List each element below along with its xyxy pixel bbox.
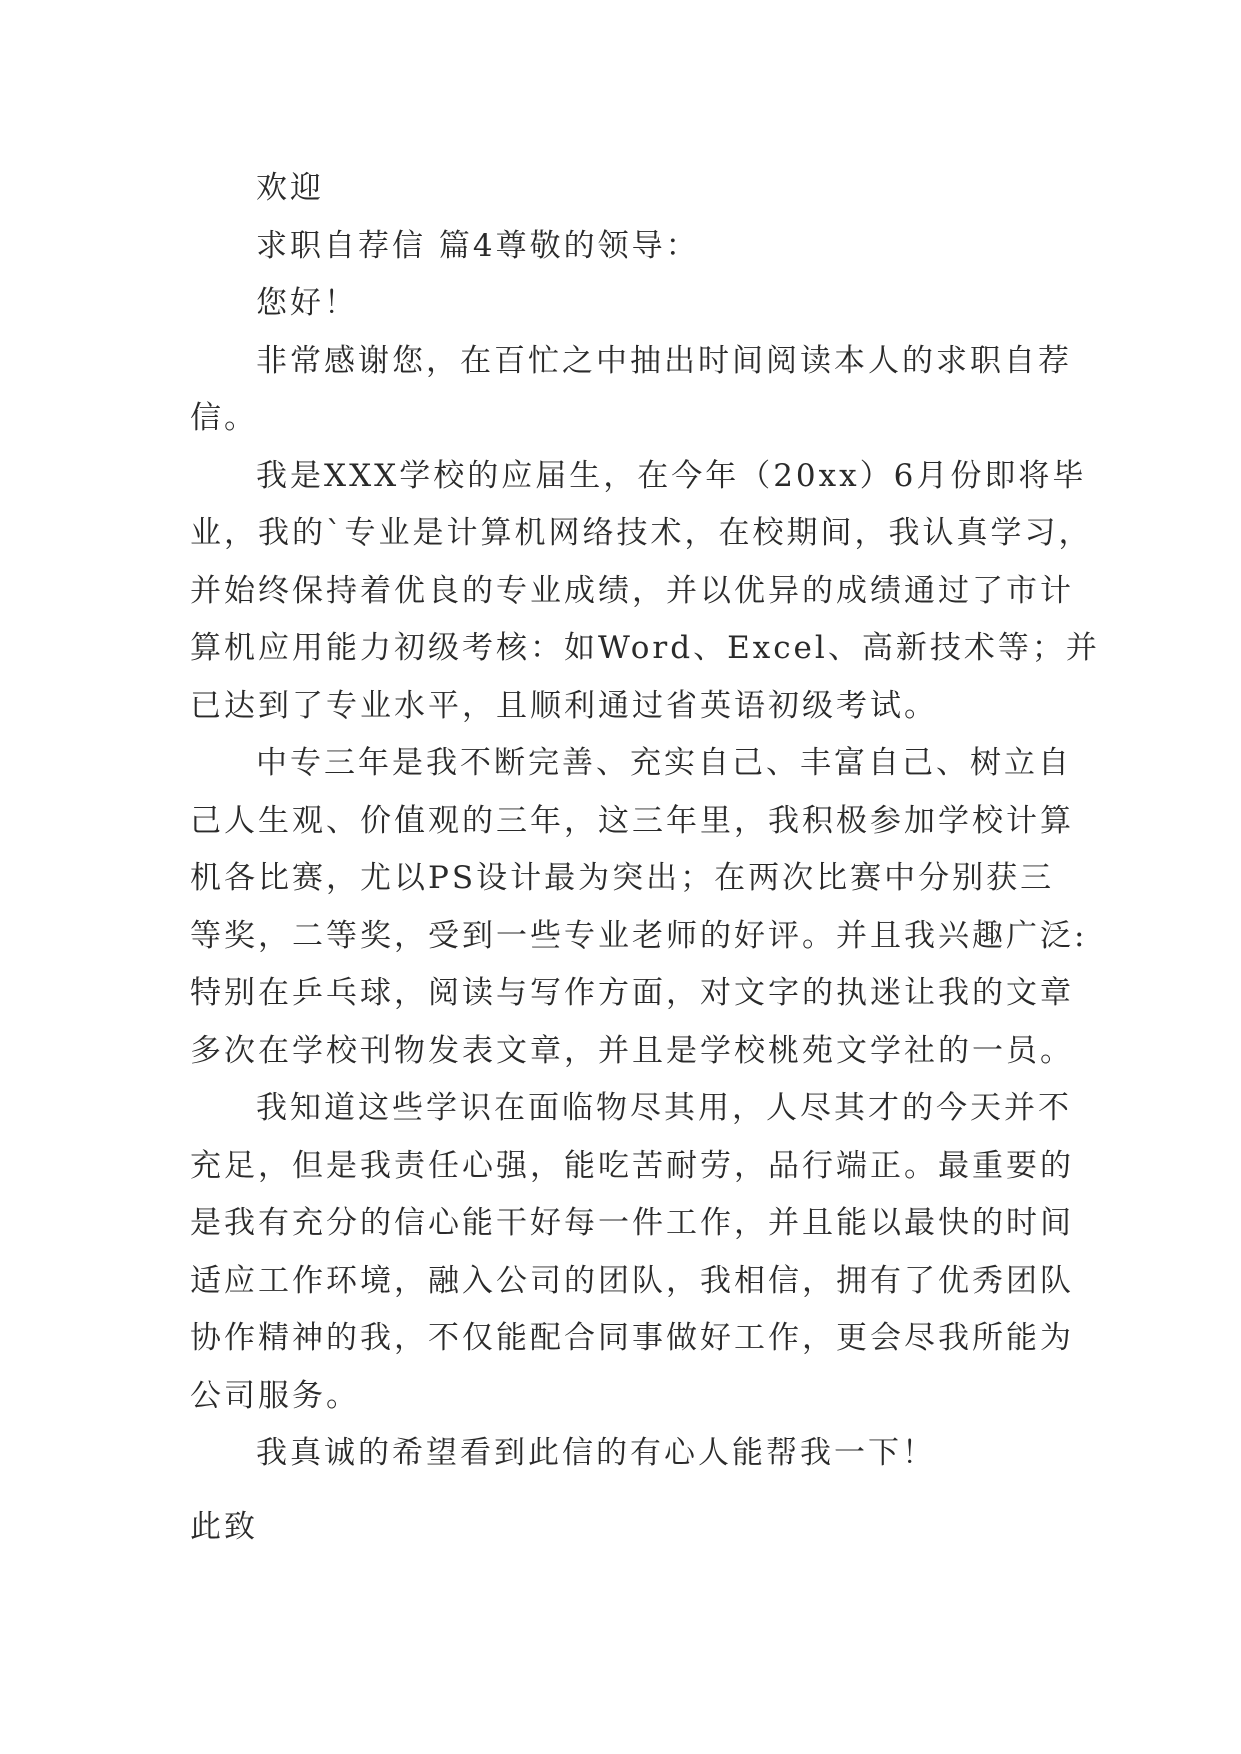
text-line: 己人生观、价值观的三年，这三年里，我积极参加学校计算 [190, 802, 1074, 839]
text-line: 等奖，二等奖，受到一些专业老师的好评。并且我兴趣广泛: [190, 917, 1088, 954]
text-line: 是我有充分的信心能干好每一件工作，并且能以最快的时间 [190, 1205, 1074, 1241]
text-line: 中专三年是我不断完善、充实自己、丰富自己、树立自 [256, 745, 1072, 781]
text-line: 我知道这些学识在面临物尽其用，人尽其才的今天并不 [256, 1090, 1072, 1126]
text-line: 我真诚的希望看到此信的有心人能帮我一下！ [256, 1435, 936, 1471]
closing-salutation: 此致 [190, 1509, 258, 1545]
text-line: 已达到了专业水平，且顺利通过省英语初级考试。 [190, 687, 938, 724]
text-line: 求职自荐信 篇4尊敬的领导： [256, 227, 700, 264]
text-line: 协作精神的我，不仅能配合同事做好工作，更会尽我所能为 [190, 1320, 1074, 1356]
text-line: 多次在学校刊物发表文章，并且是学校桃苑文学社的一员。 [190, 1032, 1074, 1069]
text-line: 充足，但是我责任心强，能吃苦耐劳，品行端正。最重要的 [190, 1147, 1074, 1184]
text-line: 业，我的`专业是计算机网络技术，在校期间，我认真学习， [190, 515, 1093, 551]
text-line: 欢迎 [256, 170, 324, 206]
text-line: 算机应用能力初级考核：如Word、Excel、高新技术等；并 [190, 630, 1100, 666]
text-line: 特别在乒乓球，阅读与写作方面，对文字的执迷让我的文章 [190, 975, 1074, 1011]
letter-body [190, 160, 1100, 1483]
text-line: 信。 [190, 400, 258, 436]
text-line: 您好！ [256, 285, 358, 321]
text-line: 机各比赛，尤以PS设计最为突出；在两次比赛中分别获三 [190, 860, 1055, 896]
text-line: 非常感谢您，在百忙之中抽出时间阅读本人的求职自荐 [256, 342, 1072, 379]
text-line: 我是XXX学校的应届生，在今年（20xx）6月份即将毕 [256, 457, 1087, 494]
text-line: 适应工作环境，融入公司的团队，我相信，拥有了优秀团队 [190, 1262, 1074, 1299]
text-line: 并始终保持着优良的专业成绩，并以优异的成绩通过了市计 [190, 572, 1074, 609]
text-line: 公司服务。 [190, 1377, 360, 1414]
